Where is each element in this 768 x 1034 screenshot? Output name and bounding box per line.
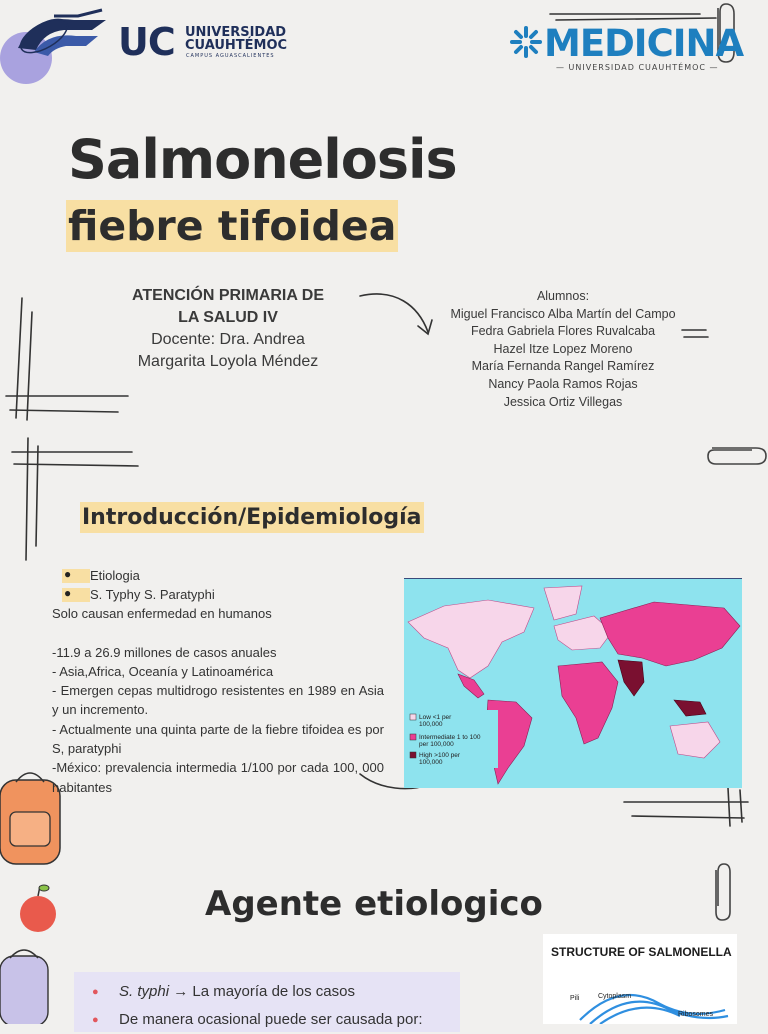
legend-swatch-low <box>410 714 416 720</box>
intro-line: - Asia,Africa, Oceanía y Latinoamérica <box>52 663 274 679</box>
student-name: Nancy Paola Ramos Rojas <box>488 376 638 391</box>
medicina-subtitle: — UNIVERSIDAD CUAUHTÉMOC — <box>556 63 719 72</box>
structure-label: Cytoplasm <box>598 993 632 1000</box>
students-label: Alumnos: <box>536 289 590 303</box>
course-line1: ATENCIÓN PRIMARIA DE <box>132 287 324 304</box>
legend-label: Low <1 per <box>419 714 452 721</box>
agent-list <box>92 978 423 1034</box>
intro-line: -11.9 a 26.9 millones de casos anuales <box>52 644 277 660</box>
agent-heading: Agente etiologico <box>205 884 543 924</box>
legend-label: per 100,000 <box>419 741 454 748</box>
intro-line <box>52 623 384 642</box>
bullet-icon <box>62 569 90 583</box>
uc-emblem-icon <box>14 6 110 64</box>
intro-bullet-text: S. Typhy S. Paratyphi <box>90 587 215 602</box>
intro-heading: Introducción/Epidemiología <box>80 502 424 533</box>
uc-name-line2: CUAUHTÉMOC <box>185 38 288 53</box>
list-item <box>92 1006 423 1034</box>
intro-bullets <box>62 566 215 604</box>
page-subtitle: fiebre tifoidea <box>68 202 397 250</box>
bullet-icon <box>62 588 90 602</box>
intro-bullet <box>62 585 215 604</box>
typhoid-world-map <box>404 578 742 788</box>
course-info <box>110 285 346 373</box>
intro-bullet <box>62 566 215 585</box>
intro-bullet-text: Etiologia <box>90 568 140 583</box>
structure-label: Pili <box>570 995 580 1002</box>
legend-label: High >100 per <box>419 752 461 759</box>
uc-name-line1: UNIVERSIDAD <box>185 25 287 40</box>
legend-label: Intermediate 1 to 100 <box>419 734 481 741</box>
student-name: María Fernanda Rangel Ramírez <box>471 359 655 374</box>
intro-line: -México: prevalencia intermedia 1/100 por cada 100, 000 habitantes <box>52 760 384 795</box>
course-line3: Docente: Dra. Andrea <box>151 331 305 348</box>
intro-line: - Emergen cepas multidrogo resistentes en 1989 en Asia y un incremento. <box>52 683 384 718</box>
bullet-icon: ● <box>92 986 99 998</box>
legend-swatch-intermediate <box>410 734 416 740</box>
page-title: Salmonelosis <box>68 128 457 191</box>
salmonella-diagram <box>560 980 730 1024</box>
uc-mark: UC <box>118 20 175 64</box>
course-line4: Margarita Loyola Méndez <box>137 353 319 370</box>
agent-item-text: → La mayoría de los casos <box>169 983 355 1000</box>
legend-label: 100,000 <box>419 759 443 766</box>
course-line2: LA SALUD IV <box>178 309 278 326</box>
list-item <box>92 978 423 1006</box>
agent-species: S. typhi <box>119 983 170 1000</box>
student-name: Miguel Francisco Alba Martín del Campo <box>450 306 676 321</box>
legend-swatch-high <box>410 752 416 758</box>
student-name: Fedra Gabriela Flores Ruvalcaba <box>470 324 656 339</box>
uc-campus: CAMPUS AGUASCALIENTES <box>186 53 275 59</box>
intro-line: - Actualmente una quinta parte de la fiebre tifoidea es por S, paratyphi <box>52 721 384 757</box>
legend-label: 100,000 <box>419 721 443 728</box>
uc-name <box>185 26 287 52</box>
bullet-icon: ● <box>92 1014 99 1026</box>
structure-title: STRUCTURE OF SALMONELLA <box>551 945 732 959</box>
students-list <box>438 288 688 411</box>
intro-line: Solo causan enfermedad en humanos <box>52 606 272 621</box>
agent-item-text: De manera ocasional puede ser causada por: <box>119 1011 423 1028</box>
intro-body <box>52 604 384 797</box>
student-name: Hazel Itze Lopez Moreno <box>493 341 633 356</box>
student-name: Jessica Ortiz Villegas <box>503 394 623 409</box>
medicina-emblem-icon <box>510 26 542 58</box>
structure-label: Ribosomes <box>678 1011 714 1018</box>
medicina-title: MEDICINA <box>544 22 744 65</box>
